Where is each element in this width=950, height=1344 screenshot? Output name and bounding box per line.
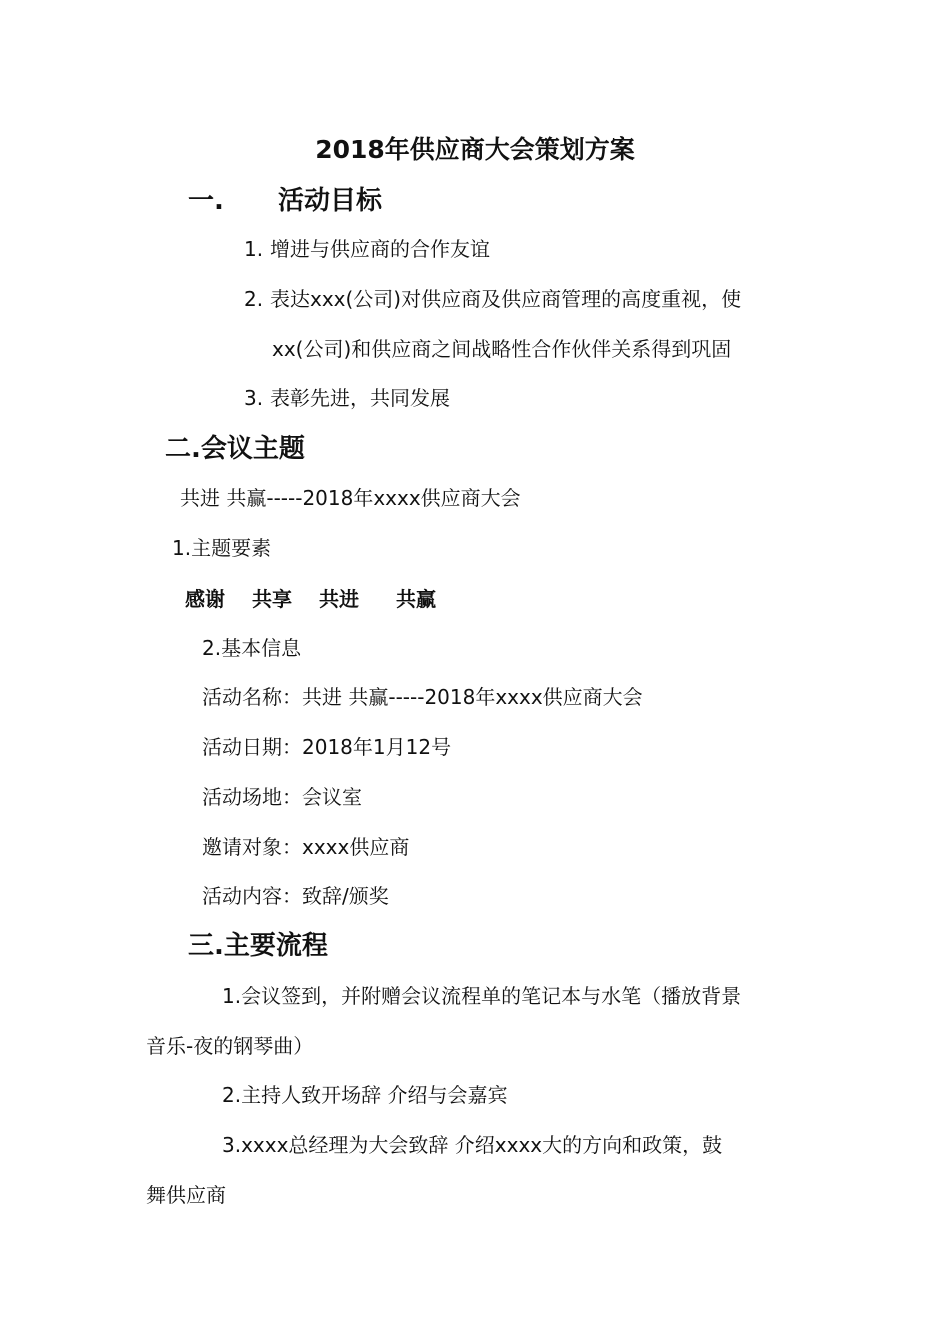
process-step: 1.会议签到，并附赠会议流程单的笔记本与水笔（播放背景: [222, 984, 742, 1008]
process-step: 3.xxxx总经理为大会致辞 介绍xxxx大的方向和政策，鼓: [222, 1133, 723, 1157]
info-label: 活动场地：: [202, 785, 302, 809]
info-row: [202, 787, 362, 807]
info-value: 致辞/颁奖: [302, 884, 389, 908]
process-step-continuation: 舞供应商: [146, 1183, 226, 1207]
info-value: 2018年1月12号: [302, 735, 452, 759]
info-value: 会议室: [302, 785, 362, 809]
info-label: 活动日期：: [202, 735, 302, 759]
section3-heading: 三.主要流程: [188, 931, 328, 961]
info-row: [202, 687, 643, 707]
list-item: [244, 289, 741, 309]
list-item-text: 增进与供应商的合作友谊: [270, 237, 490, 261]
list-item: [244, 388, 450, 408]
document-title: 2018年供应商大会策划方案: [315, 135, 635, 164]
section2-heading: 二.会议主题: [165, 434, 305, 464]
info-label: 活动内容：: [202, 884, 302, 908]
theme-element: 感谢: [185, 587, 225, 611]
info-label: 活动名称：: [202, 685, 302, 709]
list-item-text: 表彰先进，共同发展: [270, 386, 450, 410]
list-item-number: 1.: [244, 237, 264, 261]
list-item: [244, 239, 490, 259]
info-row: [202, 737, 451, 757]
basic-info-label: 2.基本信息: [202, 636, 302, 660]
section1-heading: 活动目标: [278, 186, 383, 216]
process-step-continuation: 音乐-夜的钢琴曲）: [146, 1034, 314, 1058]
list-item-number: 2.: [244, 287, 264, 311]
list-item-continuation: xx(公司)和供应商之间战略性合作伙伴关系得到巩固: [272, 337, 732, 361]
info-row: [202, 837, 409, 857]
list-item-text: 表达xxx(公司)对供应商及供应商管理的高度重视，使: [270, 287, 742, 311]
info-value: 共进 共赢-----2018年xxxx供应商大会: [302, 685, 643, 709]
info-row: [202, 886, 389, 906]
process-step: 2.主持人致开场辞 介绍与会嘉宾: [222, 1083, 508, 1107]
theme-element: 共赢: [396, 587, 436, 611]
info-label: 邀请对象：: [202, 835, 302, 859]
list-item-number: 3.: [244, 386, 264, 410]
theme-element: 共享: [252, 587, 292, 611]
theme-text: 共进 共赢-----2018年xxxx供应商大会: [180, 486, 521, 510]
info-value: xxxx供应商: [302, 835, 410, 859]
section1-number: 一.: [188, 186, 224, 216]
elements-label: 1.主题要素: [172, 536, 272, 560]
theme-element: 共进: [319, 587, 359, 611]
